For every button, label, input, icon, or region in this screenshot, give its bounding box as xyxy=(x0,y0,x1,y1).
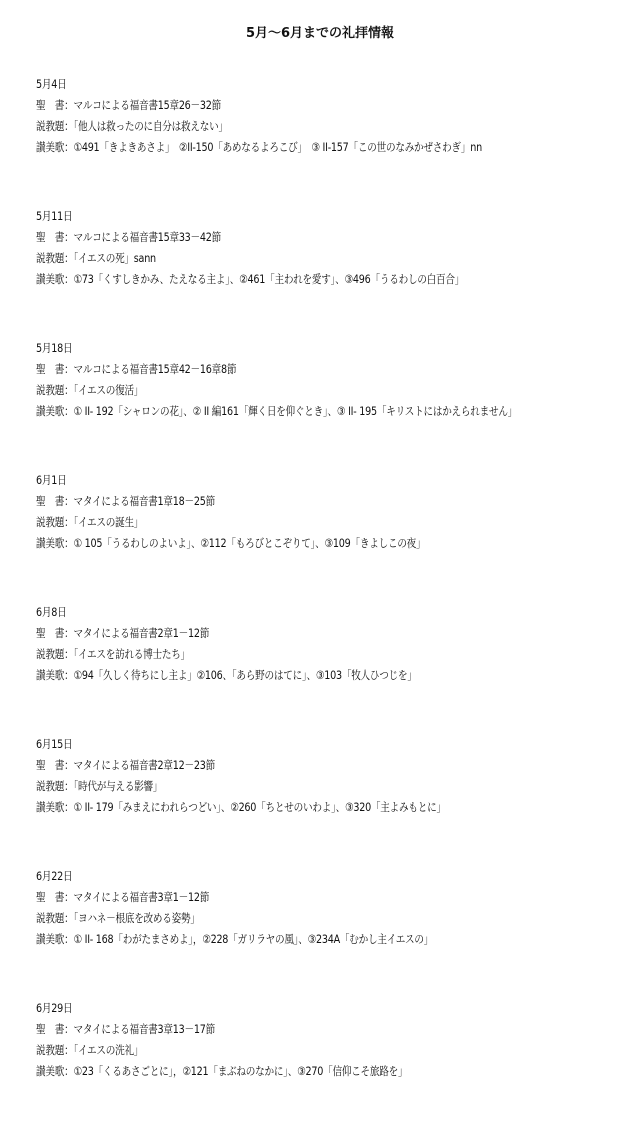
hymns-line xyxy=(36,401,638,422)
hymns-line xyxy=(36,533,638,554)
hymns-label: 讃美歌： xyxy=(36,669,74,682)
scripture-text: マタイによる福音書3章13－17節 xyxy=(73,1023,215,1036)
scripture-label: 聖 書： xyxy=(36,495,74,508)
scripture-text: マルコによる福音書15章33－42節 xyxy=(73,231,222,244)
scripture-line xyxy=(36,491,638,512)
service-entry xyxy=(36,470,636,602)
scripture-line xyxy=(36,227,638,248)
hymns-label: 讃美歌： xyxy=(36,933,74,946)
hymns-text: ① 105「うるわしのよいよ」、②112「もろびとこぞりて」、③109「きよしこの夜」 xyxy=(73,537,426,550)
hymns-line xyxy=(36,1061,638,1082)
scripture-label: 聖 書： xyxy=(36,1023,74,1036)
sermon-label: 説教題： xyxy=(36,252,74,265)
hymns-text: ① II- 192「シャロンの花」、② II 編161「輝く日を仰ぐとき」、③ II- 195「キリストにはかえられません」 xyxy=(73,405,518,418)
sermon-line xyxy=(36,380,638,401)
scripture-label: 聖 書： xyxy=(36,627,74,640)
sermon-label: 説教題： xyxy=(36,1044,74,1057)
service-date: 5月4日 xyxy=(36,78,67,91)
sermon-label: 説教題： xyxy=(36,912,74,925)
sermon-title: 「他人は救ったのに自分は救えない」 xyxy=(73,120,228,133)
hymns-line xyxy=(36,797,638,818)
hymns-label: 讃美歌： xyxy=(36,405,74,418)
sermon-label: 説教題： xyxy=(36,120,74,133)
sermon-label: 説教題： xyxy=(36,780,74,793)
service-entry xyxy=(36,734,636,866)
service-entry xyxy=(36,206,636,338)
service-entry xyxy=(36,998,636,1130)
hymns-line xyxy=(36,269,638,290)
service-entry xyxy=(36,338,636,470)
sermon-label: 説教題： xyxy=(36,384,74,397)
scripture-text: マタイによる福音書3章1－12節 xyxy=(73,891,210,904)
sermon-line xyxy=(36,116,638,137)
sermon-title: 「イエスの誕生」 xyxy=(73,516,144,529)
sermon-label: 説教題： xyxy=(36,648,74,661)
service-date: 6月29日 xyxy=(36,1002,73,1015)
service-date: 6月8日 xyxy=(36,606,67,619)
service-date: 5月18日 xyxy=(36,342,73,355)
scripture-line xyxy=(36,95,638,116)
service-entry xyxy=(36,602,636,734)
sermon-line xyxy=(36,248,638,269)
scripture-text: マルコによる福音書15章42－16章8節 xyxy=(73,363,237,376)
scripture-label: 聖 書： xyxy=(36,891,74,904)
service-list xyxy=(36,74,636,1130)
hymns-label: 讃美歌： xyxy=(36,141,74,154)
sermon-title: 「イエスを訪れる博士たち」 xyxy=(73,648,190,661)
page-title: 5月～6月までの礼拝情報 xyxy=(245,26,395,41)
service-date: 6月22日 xyxy=(36,870,73,883)
scripture-label: 聖 書： xyxy=(36,759,74,772)
scripture-text: マルコによる福音書15章26－32節 xyxy=(73,99,222,112)
scripture-text: マタイによる福音書2章12－23節 xyxy=(73,759,215,772)
scripture-line xyxy=(36,1019,638,1040)
scripture-label: 聖 書： xyxy=(36,99,74,112)
scripture-line xyxy=(36,887,638,908)
hymns-text: ①73「くすしきかみ、たえなる主よ」、②461「主われを愛す」、③496「うるわしの白百合」 xyxy=(73,273,465,286)
scripture-label: 聖 書： xyxy=(36,231,74,244)
sermon-line xyxy=(36,644,638,665)
hymns-line xyxy=(36,929,638,950)
sermon-title: 「イエスの死」sann xyxy=(73,252,156,265)
scripture-line xyxy=(36,623,638,644)
sermon-line xyxy=(36,512,638,533)
sermon-line xyxy=(36,1040,638,1061)
service-date: 5月11日 xyxy=(36,210,73,223)
hymns-label: 讃美歌： xyxy=(36,801,74,814)
sermon-label: 説教題： xyxy=(36,516,74,529)
service-entry xyxy=(36,74,636,206)
sermon-title: 「イエスの復活」 xyxy=(73,384,144,397)
service-date: 6月1日 xyxy=(36,474,67,487)
hymns-label: 讃美歌： xyxy=(36,273,74,286)
sermon-line xyxy=(36,908,638,929)
hymns-line xyxy=(36,137,638,158)
hymns-label: 讃美歌： xyxy=(36,537,74,550)
scripture-text: マタイによる福音書1章18－25節 xyxy=(73,495,215,508)
sermon-title: 「イエスの洗礼」 xyxy=(73,1044,144,1057)
hymns-text: ①94「久しく待ちにし主よ」②106、「あら野のはてに」、③103「牧人ひつじを」 xyxy=(73,669,417,682)
sermon-line xyxy=(36,776,638,797)
scripture-label: 聖 書： xyxy=(36,363,74,376)
service-date: 6月15日 xyxy=(36,738,73,751)
sermon-title: 「ヨハネ－根底を改める姿勢」 xyxy=(73,912,200,925)
service-entry xyxy=(36,866,636,998)
hymns-line xyxy=(36,665,638,686)
hymns-text: ①23「くるあさごとに」，②121「まぶねのなかに」、③270「信仰こそ旅路を」 xyxy=(73,1065,408,1078)
scripture-text: マタイによる福音書2章1－12節 xyxy=(73,627,210,640)
sermon-title: 「時代が与える影響」 xyxy=(73,780,163,793)
hymns-text: ①491「きよきあさよ」 ②II-150「あめなるよろこび」 ③ II-157「この世のなみかぜさわぎ」nn xyxy=(73,141,482,154)
hymns-text: ① II- 168「わがたまさめよ」，②228「ガリラヤの風」、③234A「むかし主イエスの」 xyxy=(73,933,434,946)
scripture-line xyxy=(36,359,638,380)
hymns-text: ① II- 179「みまえにわれらつどい」、②260「ちとせのいわよ」、③320「主よみもとに」 xyxy=(73,801,446,814)
scripture-line xyxy=(36,755,638,776)
hymns-label: 讃美歌： xyxy=(36,1065,74,1078)
